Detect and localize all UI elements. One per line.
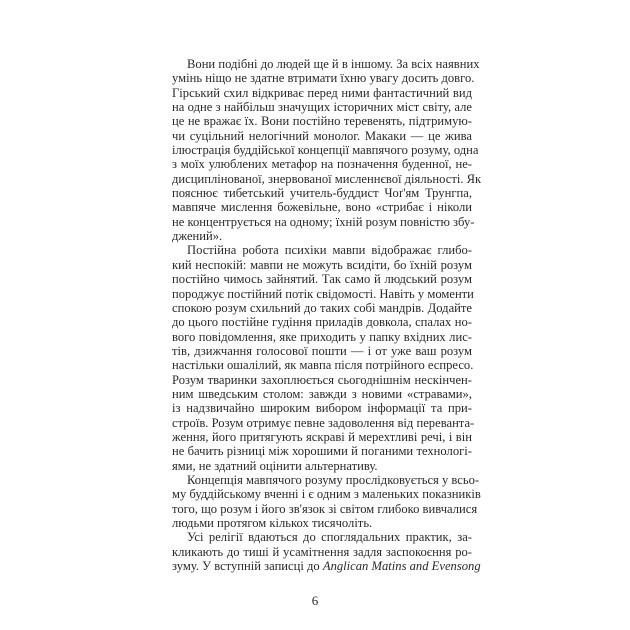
text-line: дисциплінованої, знервованої мисленнєвої діяльності. Як	[172, 171, 482, 186]
text-line: того, що розум і його зв'язок зі світом глибоко вивчалися	[172, 501, 478, 516]
text-line: постійно чимось зайнятий. Так само й людський розум	[172, 272, 472, 287]
text-line: Концепція мавпячого розуму прослідковується у всьо-	[187, 472, 480, 487]
page-number: 6	[311, 593, 319, 608]
text-line: пояснює тибетський учитель-буддист Чоґ'ям Трунгпа,	[172, 186, 472, 201]
text-line: спокою розум схильний до таких собі мандрів. Додайте	[172, 300, 472, 315]
text-line: тів, дзижчання голосової пошти — і от уже ваш розум	[172, 343, 472, 358]
text-line: із надзвичайно широким вибором інформації та при-	[172, 401, 472, 416]
italic-title: Anglican Matins and Evensong	[322, 559, 481, 574]
text-line: породжує постійний потік свідомості. Навіть у моменти	[172, 286, 474, 301]
body-text	[172, 57, 482, 574]
text-line: ження, його притягують яскраві й мерехтливі речі, і він	[172, 429, 472, 444]
text-line: Постійна робота психіки мавпи відображає глибо-	[187, 243, 472, 258]
text-line: з моїх улюблених метафор на позначення буденної, не-	[172, 157, 472, 172]
text-line: ним шведським столом: завжди з новими «стравами»,	[172, 386, 472, 401]
text-line: строїв. Розум отримує певне задоволення від переванта-	[172, 415, 475, 430]
text-line: му буддійському вченні і є одним з маленьких показників	[172, 487, 481, 502]
text-line: до цього постійне гудіння приладів довкола, спалах но-	[172, 315, 472, 330]
text-line: Вони подібні до людей ще й в іншому. За всіх наявних	[187, 57, 480, 71]
text-line: джений».	[172, 229, 223, 244]
text-line: Гірський схил відкриває перед ними фантастичний вид	[172, 85, 472, 100]
text-line: на одне з найбільш значущих історичних міст світу, але	[172, 100, 472, 115]
text-line: Розум тваринки захоплюється сьогоднішнім нескінчен-	[172, 372, 472, 387]
text-line: не бачить різниці між хорошими й поганими технологі-	[172, 444, 472, 459]
text-line	[172, 559, 481, 574]
text-line: людьми протягом кількох тисячоліть.	[172, 516, 373, 530]
text-line: мавпяче мислення божевільне, воно «стрибає і ніколи	[172, 200, 472, 215]
text-line: не концентрується на одному; їхній розум повністю збу-	[172, 214, 475, 229]
text-line: кий неспокій: мавпи не можуть всидіти, бо їхній розум	[172, 257, 472, 272]
text-line: ілюстрація буддійської концепції мавпячого розуму, одна	[172, 143, 479, 158]
text-line: кликають до тиші й усамітнення задля заспокоєння ро-	[172, 544, 472, 559]
text-fragment: зуму. У вступній записці до	[172, 559, 323, 574]
text-line: чи суцільний нелогічний монолог. Макаки — це жива	[172, 128, 472, 143]
text-line: вого повідомлення, яке приходить у папку вхідних лис-	[172, 329, 472, 344]
text-line: це не вражає їх. Вони постійно теревенять, підтримую-	[172, 114, 472, 129]
text-line: Усі релігії вдаються до споглядальних практик, за-	[187, 530, 472, 545]
text-line: настільки ошалілий, як мавпа після потрійного еспресо.	[172, 358, 474, 373]
text-line: умінь ніщо не здатне втримати їхню увагу досить довго.	[172, 71, 475, 86]
text-line: ями, не здатний оцінити альтернативу.	[172, 458, 378, 473]
